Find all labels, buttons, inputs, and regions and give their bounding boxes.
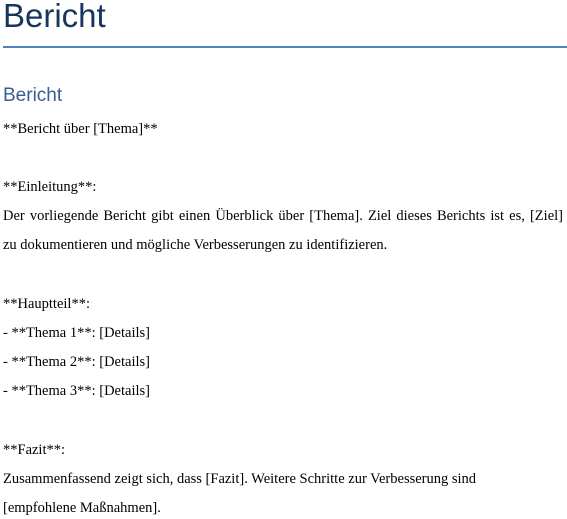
report-subject-line: **Bericht über [Thema]** bbox=[3, 121, 158, 137]
introduction-text-line-2: zu dokumentieren und mögliche Verbesserungen zu identifizieren. bbox=[3, 237, 388, 253]
conclusion-text-line-1: Zusammenfassend zeigt sich, dass [Fazit]. Weitere Schritte zur Verbesserung sind bbox=[3, 471, 477, 487]
section-heading: Bericht bbox=[3, 85, 63, 106]
topic-list-item-1: - **Thema 1**: [Details] bbox=[3, 325, 150, 341]
introduction-label: **Einleitung**: bbox=[3, 179, 97, 195]
title-underline bbox=[3, 46, 567, 48]
topic-list-item-2: - **Thema 2**: [Details] bbox=[3, 354, 150, 370]
conclusion-label: **Fazit**: bbox=[3, 442, 66, 458]
document-title: Bericht bbox=[3, 0, 106, 34]
conclusion-text-line-2: [empfohlene Maßnahmen]. bbox=[3, 500, 161, 516]
topic-list-item-3: - **Thema 3**: [Details] bbox=[3, 383, 150, 399]
main-part-label: **Hauptteil**: bbox=[3, 296, 90, 312]
introduction-text-line-1: Der vorliegende Bericht gibt einen Überblick über [Thema]. Ziel dieses Berichts ist es, [Ziel] bbox=[3, 208, 563, 224]
